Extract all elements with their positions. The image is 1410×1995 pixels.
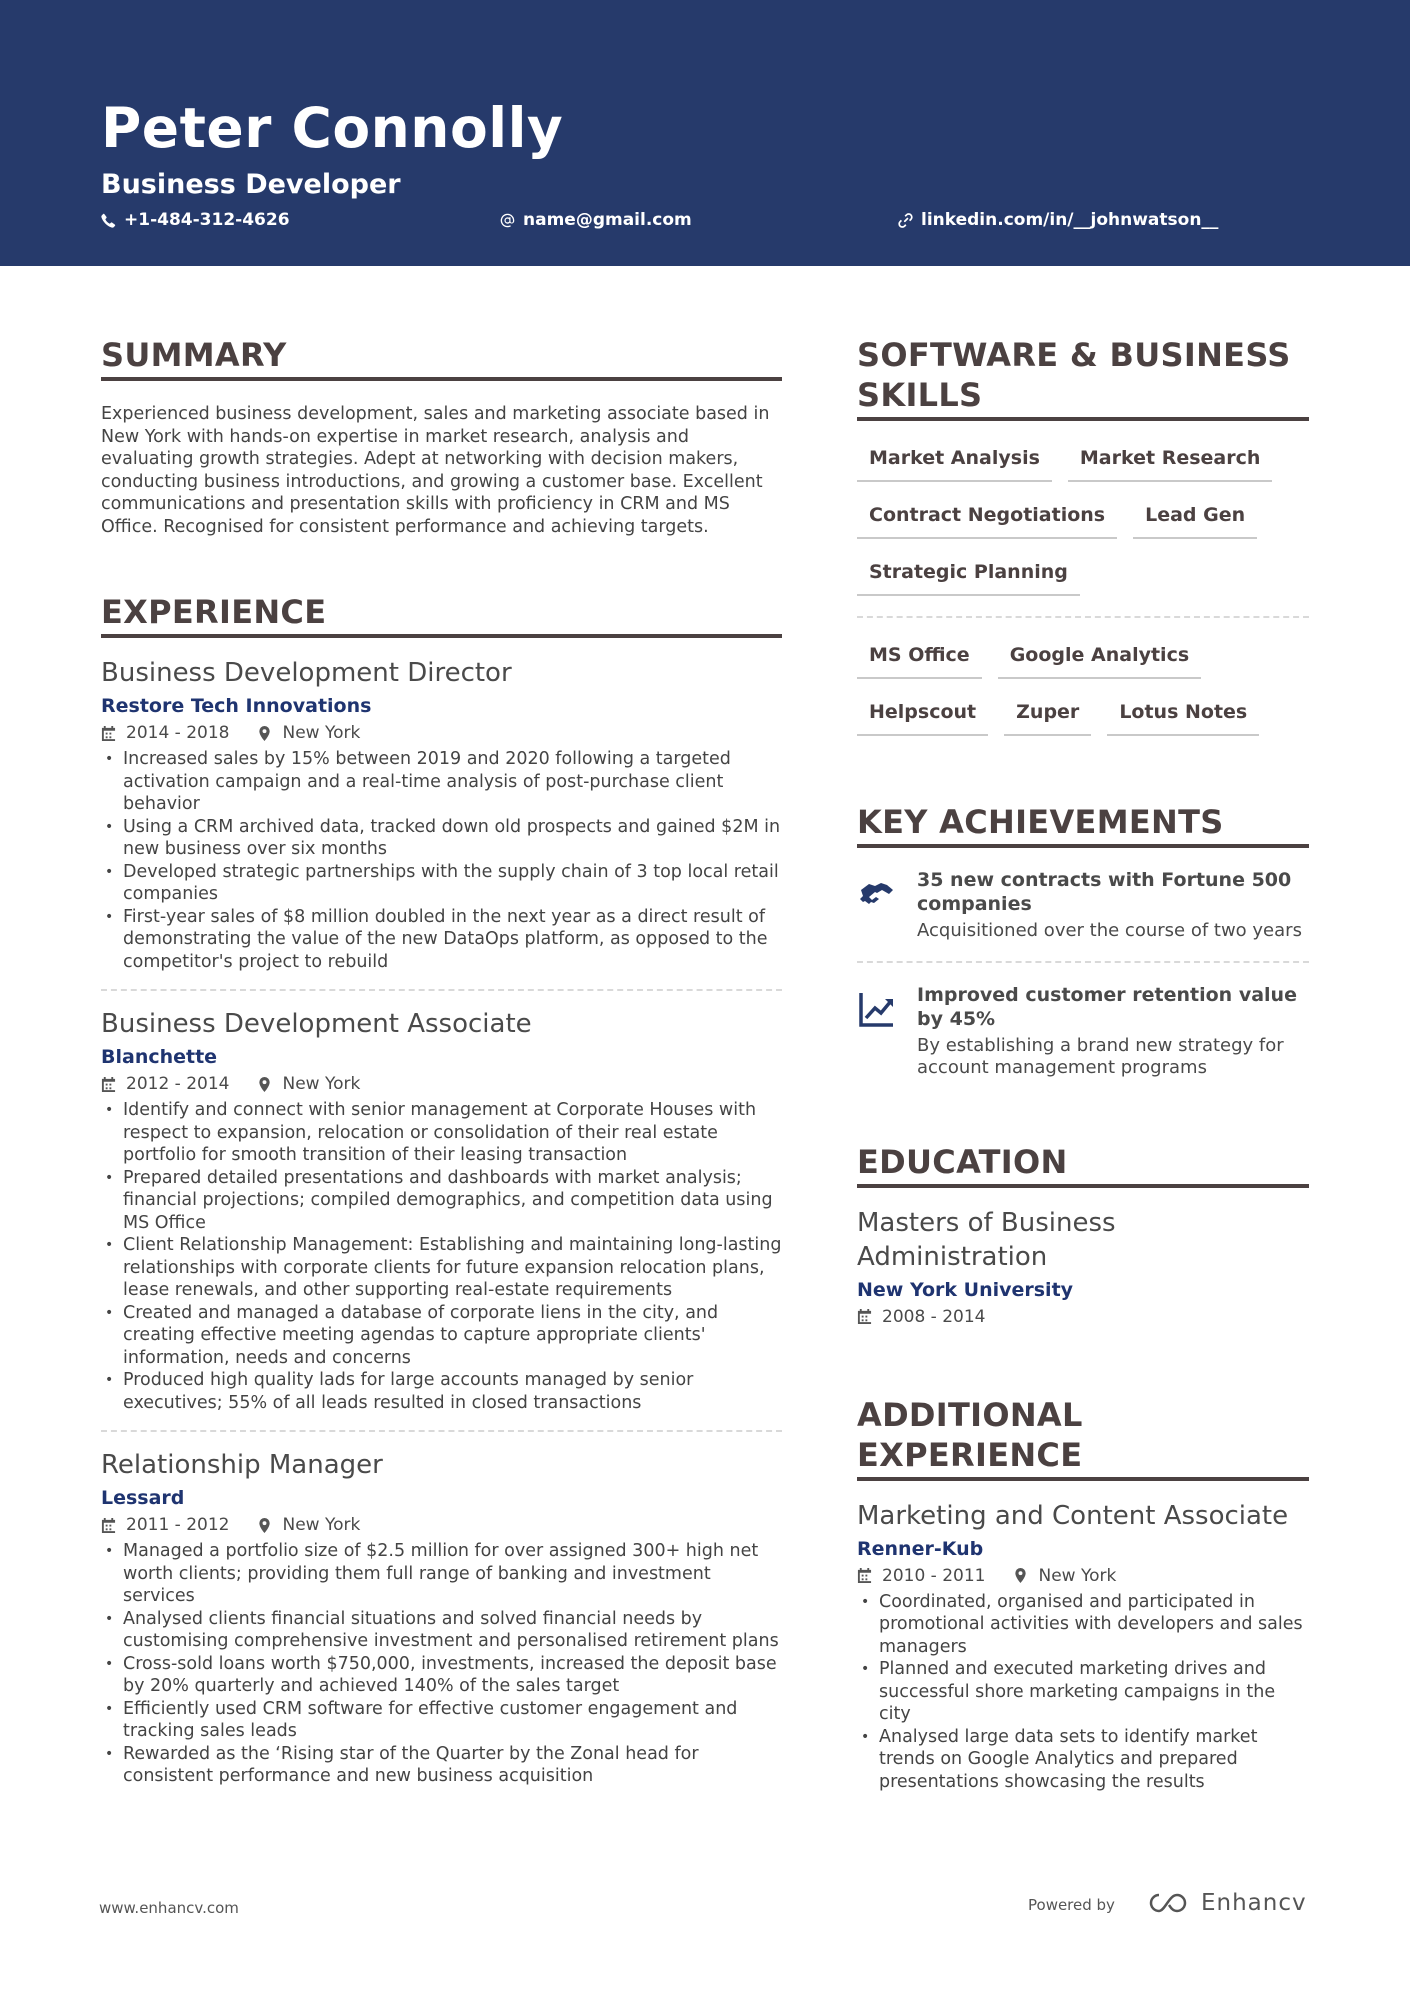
bullet-item: • Created and managed a database of corporate liens in the city, and creating effective meeting agendas to capture appropriate clients' information, needs and concerns	[101, 1302, 782, 1370]
chart-up-icon	[857, 989, 897, 1029]
location-pin-icon	[1013, 1568, 1028, 1583]
location-pin-icon	[257, 1518, 272, 1533]
additional-entry	[857, 1499, 1309, 1794]
job-bullets	[857, 1591, 1309, 1794]
achievement-icon-wrap	[857, 868, 917, 943]
phone-text: +1-484-312-4626	[124, 210, 290, 230]
achievement-divider	[857, 961, 1309, 963]
left-column	[101, 335, 782, 1788]
company-name: Renner-Kub	[857, 1537, 984, 1560]
location-pin-icon	[257, 726, 272, 741]
job-meta	[101, 1513, 782, 1537]
skills-title: SOFTWARE & BUSINESS SKILLS	[857, 335, 1309, 421]
job-location	[257, 721, 360, 745]
achievement-desc: By establishing a brand new strategy for account management programs	[917, 1034, 1284, 1078]
education-title: EDUCATION	[857, 1142, 1309, 1188]
job-entry	[101, 1448, 782, 1788]
job-divider	[101, 989, 782, 991]
school-name: New York University	[857, 1278, 1074, 1301]
job-dates: 2014 - 2018	[126, 723, 230, 743]
job-entry	[101, 656, 782, 973]
job-meta	[101, 1072, 782, 1096]
job-location-text: New York	[1038, 1565, 1117, 1586]
education-entry	[857, 1206, 1309, 1329]
email-text: name@gmail.com	[523, 210, 692, 230]
skill-tag: Lotus Notes	[1107, 699, 1259, 736]
bullet-item: • Analysed large data sets to identify market trends on Google Analytics and prepared presentations showcasing the results	[857, 1726, 1309, 1794]
bullet-item: • Client Relationship Management: Establishing and maintaining long-lasting relationships with corporate clients for future expansion relocation plans, lease renewals, and other supporting real-estate requirements	[101, 1234, 782, 1302]
achievement-icon-wrap	[857, 983, 917, 1080]
bullet-item: • Developed strategic partnerships with the supply chain of 3 top local retail companies	[101, 861, 782, 906]
calendar-icon	[101, 1077, 116, 1092]
job-dates: 2012 - 2014	[126, 1074, 230, 1094]
job-bullets	[101, 1540, 782, 1788]
calendar-icon	[101, 1518, 116, 1533]
bullet-item: • Using a CRM archived data, tracked down old prospects and gained $2M in new business over six months	[101, 816, 782, 861]
job-dates: 2010 - 2011	[882, 1565, 986, 1586]
summary-text: Experienced business development, sales and marketing associate based in New York with hands-on expertise in market research, analysis and evaluating growth strategies. Adept at networking with decision makers, conducting business introductions, and growing a customer base. Excellent communications and presentation skills with proficiency in CRM and MS Office. Recognised for consistent performance and achieving targets.	[101, 404, 770, 537]
additional-title: ADDITIONAL EXPERIENCE	[857, 1395, 1309, 1481]
powered-by-label: Powered by	[1028, 1896, 1115, 1914]
skill-tag: Google Analytics	[998, 642, 1201, 679]
calendar-icon	[101, 726, 116, 741]
company-name: Lessard	[101, 1487, 185, 1509]
job-entry	[101, 1007, 782, 1414]
skill-tag: Strategic Planning	[857, 559, 1080, 596]
brand-name: Enhancv	[1201, 1890, 1307, 1916]
calendar-icon	[857, 1309, 872, 1324]
bullet-item: • Managed a portfolio size of $2.5 million for over assigned 300+ high net worth clients; providing them full range of banking and investment services	[101, 1540, 782, 1608]
skills-group-software	[857, 642, 1309, 756]
job-location	[257, 1072, 360, 1096]
achievement-title: 35 new contracts with Fortune 500 companies	[917, 869, 1292, 915]
brand-logo[interactable]	[1147, 1890, 1307, 1916]
skills-group-business	[857, 445, 1309, 616]
job-title: Business Development Director	[101, 658, 512, 688]
bullet-item: • Identify and connect with senior management at Corporate Houses with respect to expansion, relocation or consolidation of their real estate portfolio for smooth transition of their leasing transaction	[101, 1099, 782, 1167]
job-location	[257, 1513, 360, 1537]
achievement-item	[857, 868, 1309, 943]
achievement-body	[917, 983, 1309, 1080]
achievement-body	[917, 868, 1309, 943]
summary-title: SUMMARY	[101, 335, 782, 381]
bullet-item: • Coordinated, organised and participated in promotional activities with developers and sales managers	[857, 1591, 1309, 1659]
achievement-desc: Acquisitioned over the course of two years	[917, 920, 1302, 941]
location-pin-icon	[257, 1077, 272, 1092]
skills-divider	[857, 616, 1309, 618]
skill-tag: Market Research	[1068, 445, 1273, 482]
handshake-icon	[857, 874, 897, 914]
skill-tag: MS Office	[857, 642, 982, 679]
job-location-text: New York	[282, 723, 361, 743]
candidate-name: Peter Connolly	[101, 96, 564, 160]
skill-tag: Contract Negotiations	[857, 502, 1117, 539]
skill-tag: Market Analysis	[857, 445, 1052, 482]
job-location-text: New York	[282, 1074, 361, 1094]
skill-tag: Lead Gen	[1133, 502, 1257, 539]
phone-icon	[101, 213, 116, 228]
right-column	[857, 335, 1309, 1793]
bullet-item: • Rewarded as the ‘Rising star of the Quarter by the Zonal head for consistent performance and new business acquisition	[101, 1743, 782, 1788]
candidate-role: Business Developer	[101, 169, 401, 200]
footer-url[interactable]: www.enhancv.com	[99, 1899, 239, 1917]
experience-title: EXPERIENCE	[101, 592, 782, 638]
job-title: Business Development Associate	[101, 1009, 532, 1039]
company-name: Blanchette	[101, 1046, 218, 1068]
skill-tag: Helpscout	[857, 699, 988, 736]
skill-tag: Zuper	[1004, 699, 1091, 736]
job-divider	[101, 1430, 782, 1432]
bullet-item: • Planned and executed marketing drives and successful shore marketing campaigns in the city	[857, 1658, 1309, 1726]
achievements-title: KEY ACHIEVEMENTS	[857, 802, 1309, 848]
job-meta	[101, 721, 782, 745]
resume-header	[0, 0, 1410, 266]
job-bullets	[101, 748, 782, 973]
job-title: Marketing and Content Associate	[857, 1500, 1289, 1531]
contact-phone[interactable]	[101, 208, 290, 232]
job-location-text: New York	[282, 1515, 361, 1535]
job-meta	[857, 1564, 1309, 1588]
achievement-title: Improved customer retention value by 45%	[917, 983, 1297, 1030]
calendar-icon	[857, 1568, 872, 1583]
job-location	[1013, 1564, 1116, 1588]
bullet-item: • Cross-sold loans worth $750,000, investments, increased the deposit base by 20% quarterly and achieved 140% of the sales target	[101, 1653, 782, 1698]
degree-title: Masters of Business Administration	[857, 1207, 1116, 1272]
bullet-item: • Efficiently used CRM software for effective customer engagement and tracking sales leads	[101, 1698, 782, 1743]
bullet-item: • Prepared detailed presentations and dashboards with market analysis; financial projections; compiled demographics, and competition data using MS Office	[101, 1167, 782, 1235]
bullet-item: • Produced high quality lads for large accounts managed by senior executives; 55% of all leads resulted in closed transactions	[101, 1369, 782, 1414]
job-bullets	[101, 1099, 782, 1414]
contact-linkedin[interactable]	[898, 208, 1218, 232]
linkedin-text: linkedin.com/in/__johnwatson__	[921, 210, 1219, 230]
bullet-item: • First-year sales of $8 million doubled in the next year as a direct result of demonstrating the value of the new DataOps platform, as opposed to the competitor's project to rebuild	[101, 906, 782, 974]
job-dates: 2011 - 2012	[126, 1515, 230, 1535]
achievement-item	[857, 983, 1309, 1080]
at-icon	[500, 213, 515, 228]
job-title: Relationship Manager	[101, 1450, 383, 1480]
bullet-item: • Analysed clients financial situations and solved financial needs by customising comprehensive investment and personalised retirement plans	[101, 1608, 782, 1653]
education-meta	[857, 1305, 1309, 1329]
education-dates: 2008 - 2014	[882, 1306, 986, 1327]
contact-email[interactable]	[500, 208, 692, 232]
bullet-item: • Increased sales by 15% between 2019 and 2020 following a targeted activation campaign and a real-time analysis of post-purchase client behavior	[101, 748, 782, 816]
company-name: Restore Tech Innovations	[101, 695, 372, 717]
link-icon	[898, 213, 913, 228]
infinity-logo-icon	[1147, 1891, 1193, 1915]
